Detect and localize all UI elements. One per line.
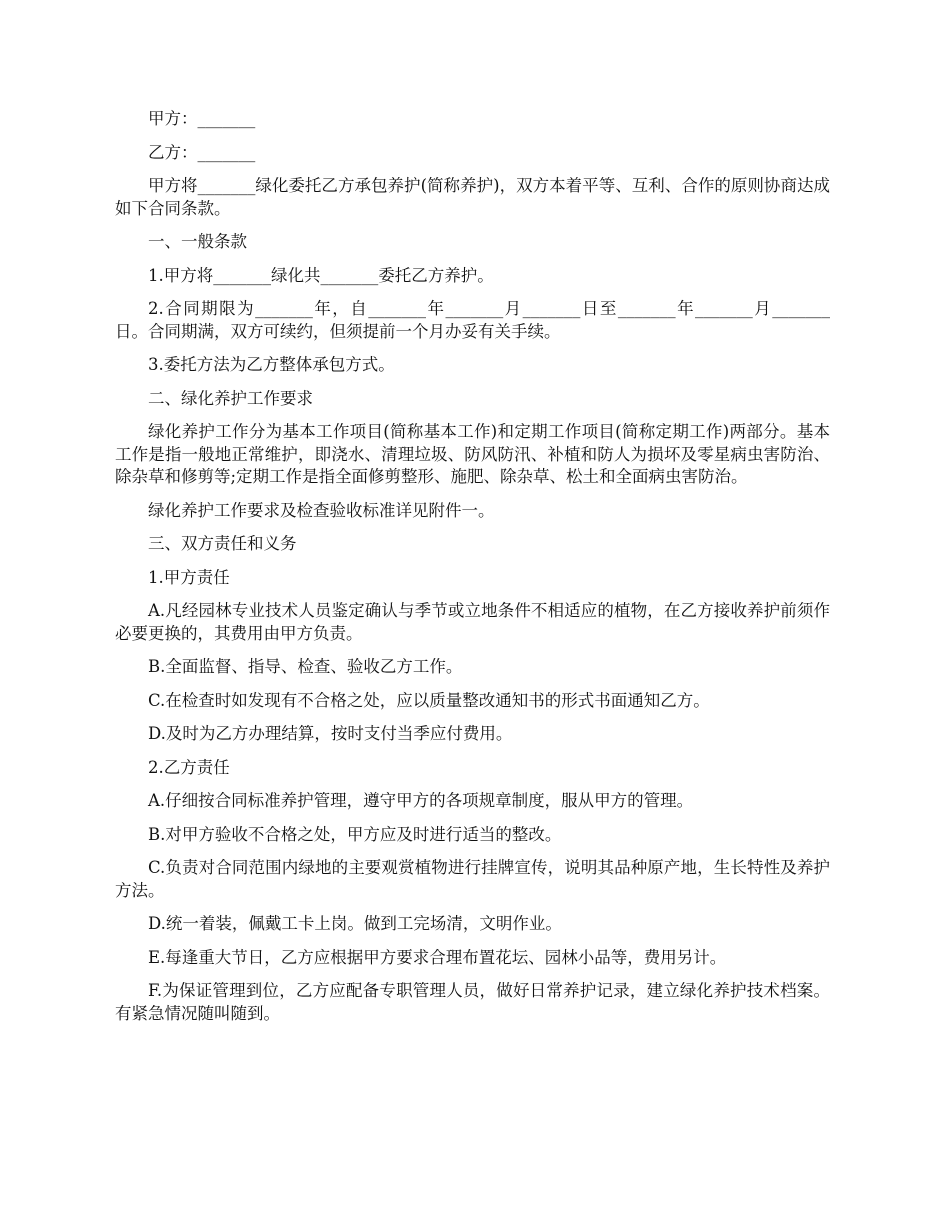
- clause-1-2: 2.合同期限为_______年，自_______年_______月_______日至_______年_______月_______日。合同期满，双方可续约，但须提前一个月办妥有关手续。: [115, 299, 830, 341]
- preamble-paragraph: 甲方将_______绿化委托乙方承包养护(简称养护)，双方本着平等、互利、合作的原则协商达成如下合同条款。: [115, 176, 830, 218]
- party-b-duty-d: D.统一着装，佩戴工卡上岗。做到工完场清，文明作业。: [148, 914, 562, 933]
- party-b-duty-c: C.负责对合同范围内绿地的主要观赏植物进行挂牌宣传，说明其品种原产地，生长特性及养护方法。: [115, 858, 830, 900]
- party-a-line: 甲方：_______: [148, 109, 256, 128]
- acceptance-standard-paragraph: 绿化养护工作要求及检查验收标准详见附件一。: [148, 500, 495, 520]
- party-b-duty-a: A.仔细按合同标准养护管理，遵守甲方的各项规章制度，服从甲方的管理。: [148, 791, 694, 810]
- party-a-duty-d: D.及时为乙方办理结算，按时支付当季应付费用。: [148, 724, 513, 743]
- section-heading-work-requirements: 二、绿化养护工作要求: [148, 388, 313, 408]
- party-a-duty-b: B.全面监督、指导、检查、验收乙方工作。: [148, 657, 463, 676]
- party-a-duty-a: A.凡经园林专业技术人员鉴定确认与季节或立地条件不相适应的植物，在乙方接收养护前须作必要更换的，其费用由甲方负责。: [115, 601, 830, 643]
- party-b-duty-f: F.为保证管理到位，乙方应配备专职管理人员，做好日常养护记录，建立绿化养护技术档案。有紧急情况随叫随到。: [115, 981, 830, 1023]
- party-b-duty-b: B.对甲方验收不合格之处，甲方应及时进行适当的整改。: [148, 824, 562, 844]
- work-description-paragraph: 绿化养护工作分为基本工作项目(简称基本工作)和定期工作项目(简称定期工作)两部分。基本工作是指一般地正常维护，即浇水、清理垃圾、防风防汛、补植和防人为损坏及零星病虫害防治、除杂草和修剪等;定期工作是指全面修剪整形、施肥、除杂草、松土和全面病虫害防治。: [115, 422, 830, 486]
- subheading-party-a-duties: 1.甲方责任: [148, 567, 230, 587]
- clause-1-1: 1.甲方将_______绿化共_______委托乙方养护。: [148, 265, 494, 285]
- document-body: [115, 108, 830, 1036]
- party-b-line: 乙方：_______: [148, 142, 256, 162]
- subheading-party-b-duties: 2.乙方责任: [148, 757, 230, 777]
- clause-1-3: 3.委托方法为乙方整体承包方式。: [148, 355, 395, 374]
- party-b-duty-e: E.每逢重大节日，乙方应根据甲方要求合理布置花坛、园林小品等，费用另计。: [148, 947, 727, 967]
- party-a-duty-c: C.在检查时如发现有不合格之处，应以质量整改通知书的形式书面通知乙方。: [148, 690, 710, 710]
- section-heading-responsibilities: 三、双方责任和义务: [148, 534, 297, 553]
- section-heading-general-terms: 一、一般条款: [148, 232, 247, 251]
